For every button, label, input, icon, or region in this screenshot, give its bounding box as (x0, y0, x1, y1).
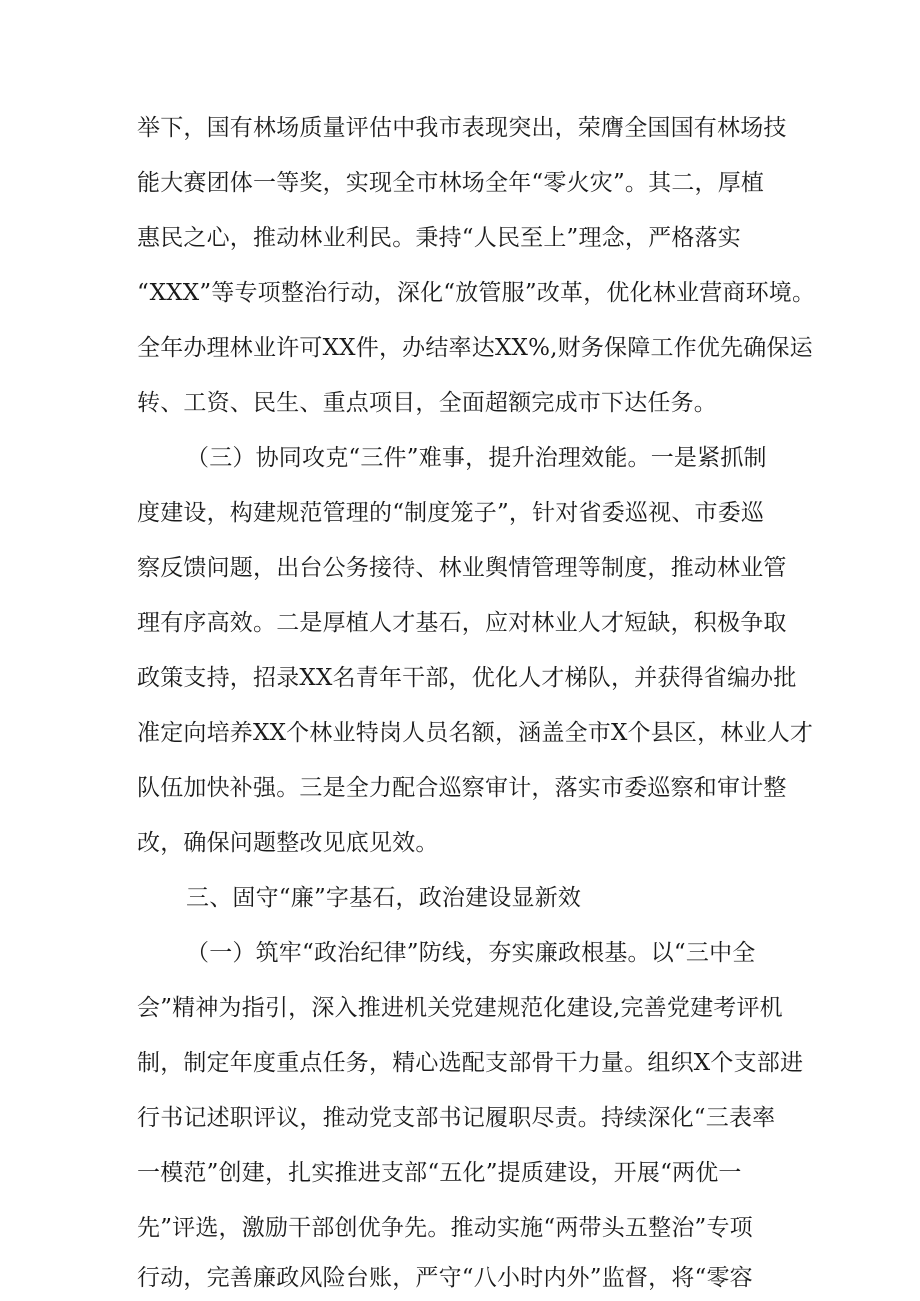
text-line: 行书记述职评议，推动党支部书记履职尽责。持续深化“三表率 (137, 1105, 776, 1131)
text-line: 一模范”创建，扎实推进支部“五化”提质建设，开展“两优一 (137, 1160, 742, 1186)
text-line: 全年办理林业许可XX件，办结率达XX%,财务保障工作优先确保运 (137, 335, 813, 361)
text-line: 改，确保问题整改见底见效。 (137, 830, 439, 856)
text-line: 政策支持，招录XX名青年干部，优化人才梯队，并获得省编办批 (137, 665, 797, 691)
text-line: 度建设，构建规范管理的“制度笼子”，针对省委巡视、市委巡 (137, 500, 765, 526)
chapter-heading: 三、固守“廉”字基石，政治建设显新效 (186, 885, 582, 911)
text-line: 察反馈问题，出台公务接待、林业舆情管理等制度，推动林业管 (137, 555, 787, 581)
text-line: 准定向培养XX个林业特岗人员名额，涵盖全市X个县区，林业人才 (137, 720, 814, 746)
section-heading: （一）筑牢“政治纪律”防线，夯实廉政根基。以“三中全 (186, 940, 756, 966)
section-heading: （三）协同攻克“三件”难事，提升治理效能。一是紧抓制 (186, 445, 767, 471)
text-line: 制，制定年度重点任务，精心选配支部骨干力量。组织X个支部进 (137, 1050, 804, 1076)
text-line: 队伍加快补强。三是全力配合巡察审计，落实市委巡察和审计整 (137, 775, 787, 801)
text-line: 行动，完善廉政风险台账，严守“八小时内外”监督，将“零容 (137, 1265, 753, 1291)
text-line: 转、工资、民生、重点项目，全面超额完成市下达任务。 (137, 390, 717, 416)
text-line: 能大赛团体一等奖，实现全市林场全年“零火灾”。其二，厚植 (137, 170, 765, 196)
text-line: 理有序高效。二是厚植人才基石，应对林业人才短缺，积极争取 (137, 610, 787, 636)
text-line: 先”评选，激励干部创优争先。推动实施“两带头五整治”专项 (137, 1215, 753, 1241)
text-line: 会”精神为指引，深入推进机关党建规范化建设,完善党建考评机 (137, 995, 783, 1021)
text-line: 惠民之心，推动林业利民。秉持“人民至上”理念，严格落实 (137, 225, 741, 251)
text-line: “XXX”等专项整治行动，深化“放管服”改革，优化林业营商环境。 (137, 280, 816, 306)
text-line: 举下，国有林场质量评估中我市表现突出，荣膺全国国有林场技 (137, 115, 787, 141)
